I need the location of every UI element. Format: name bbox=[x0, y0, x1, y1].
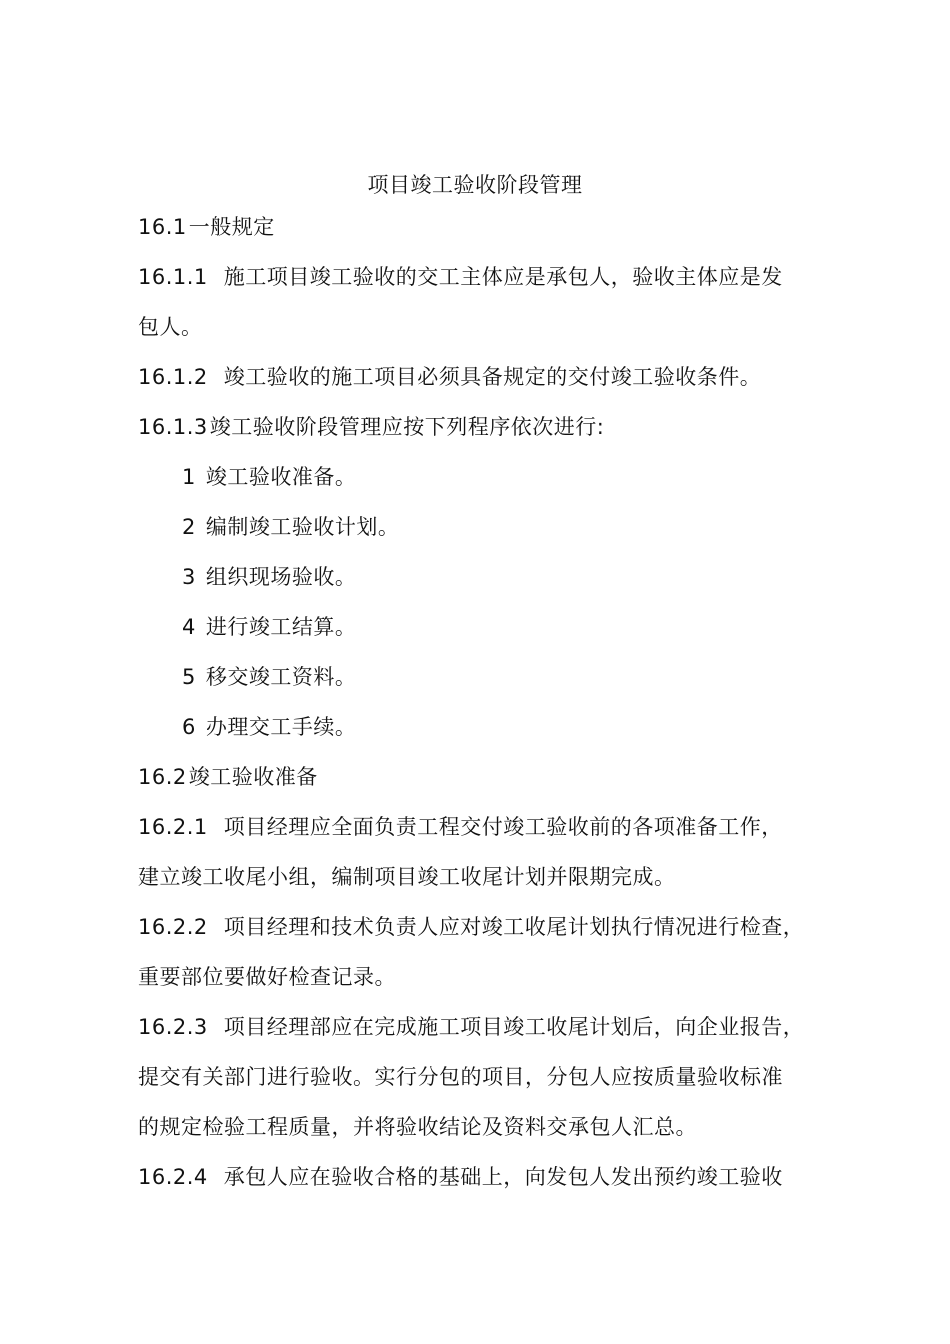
clause-number: 16.1.2 bbox=[138, 365, 208, 389]
clause-16-1-1 bbox=[138, 262, 783, 292]
item-number: 2 bbox=[182, 515, 196, 539]
clause-16-2-2 bbox=[138, 912, 804, 942]
item-text: 移交竣工资料。 bbox=[205, 665, 357, 689]
clause-number: 16.2.1 bbox=[138, 815, 208, 839]
item-text: 编制竣工验收计划。 bbox=[205, 515, 400, 539]
section-number: 16.2 bbox=[138, 765, 187, 789]
clause-text: 项目经理和技术负责人应对竣工收尾计划执行情况进行检查， bbox=[223, 915, 805, 939]
procedure-item-3 bbox=[182, 562, 356, 592]
section-text: 一般规定 bbox=[188, 215, 275, 239]
clause-16-2-1 bbox=[138, 812, 783, 842]
item-number: 5 bbox=[182, 665, 196, 689]
clause-text: 的规定检验工程质量，并将验收结论及资料交承包人汇总。 bbox=[138, 1115, 697, 1139]
clause-text: 提交有关部门进行验收。实行分包的项目，分包人应按质量验收标准 bbox=[138, 1065, 783, 1089]
item-text: 组织现场验收。 bbox=[205, 565, 357, 589]
procedure-item-2 bbox=[182, 512, 399, 542]
procedure-item-4 bbox=[182, 612, 356, 642]
clause-16-2-3-continued-2 bbox=[138, 1112, 697, 1142]
clause-text: 重要部位要做好检查记录。 bbox=[138, 965, 396, 989]
procedure-item-1 bbox=[182, 462, 356, 492]
section-text: 竣工验收准备 bbox=[188, 765, 318, 789]
clause-number: 16.2.3 bbox=[138, 1015, 208, 1039]
item-number: 1 bbox=[182, 465, 196, 489]
clause-16-1-1-continued bbox=[138, 312, 203, 342]
item-number: 3 bbox=[182, 565, 196, 589]
section-number: 16.1 bbox=[138, 215, 187, 239]
clause-number: 16.2.4 bbox=[138, 1165, 208, 1189]
item-number: 4 bbox=[182, 615, 196, 639]
clause-number: 16.1.1 bbox=[138, 265, 208, 289]
clause-number: 16.2.2 bbox=[138, 915, 208, 939]
item-number: 6 bbox=[182, 715, 196, 739]
clause-text: 施工项目竣工验收的交工主体应是承包人，验收主体应是发 bbox=[223, 265, 783, 289]
clause-text: 项目经理应全面负责工程交付竣工验收前的各项准备工作， bbox=[223, 815, 783, 839]
clause-text: 竣工验收阶段管理应按下列程序依次进行: bbox=[209, 415, 605, 439]
clause-text: 包人。 bbox=[138, 315, 203, 339]
clause-number: 16.1.3 bbox=[138, 415, 208, 439]
clause-text: 项目经理部应在完成施工项目竣工收尾计划后，向企业报告， bbox=[223, 1015, 805, 1039]
clause-text: 建立竣工收尾小组，编制项目竣工收尾计划并限期完成。 bbox=[138, 865, 676, 889]
item-text: 竣工验收准备。 bbox=[205, 465, 357, 489]
document-title: 项目竣工验收阶段管理 bbox=[367, 173, 583, 197]
clause-16-2-1-continued bbox=[138, 862, 676, 892]
clause-16-2-3 bbox=[138, 1012, 804, 1042]
clause-16-1-2 bbox=[138, 362, 761, 392]
clause-16-2-2-continued bbox=[138, 962, 396, 992]
procedure-item-6 bbox=[182, 712, 356, 742]
section-heading-16-2 bbox=[138, 762, 318, 792]
clause-text: 承包人应在验收合格的基础上，向发包人发出预约竣工验收 bbox=[223, 1165, 783, 1189]
clause-16-1-3 bbox=[138, 412, 604, 442]
clause-16-2-3-continued-1 bbox=[138, 1062, 783, 1092]
clause-text: 竣工验收的施工项目必须具备规定的交付竣工验收条件。 bbox=[223, 365, 762, 389]
item-text: 办理交工手续。 bbox=[205, 715, 357, 739]
item-text: 进行竣工结算。 bbox=[205, 615, 357, 639]
clause-16-2-4 bbox=[138, 1162, 783, 1192]
procedure-item-5 bbox=[182, 662, 356, 692]
section-heading-16-1 bbox=[138, 212, 275, 242]
